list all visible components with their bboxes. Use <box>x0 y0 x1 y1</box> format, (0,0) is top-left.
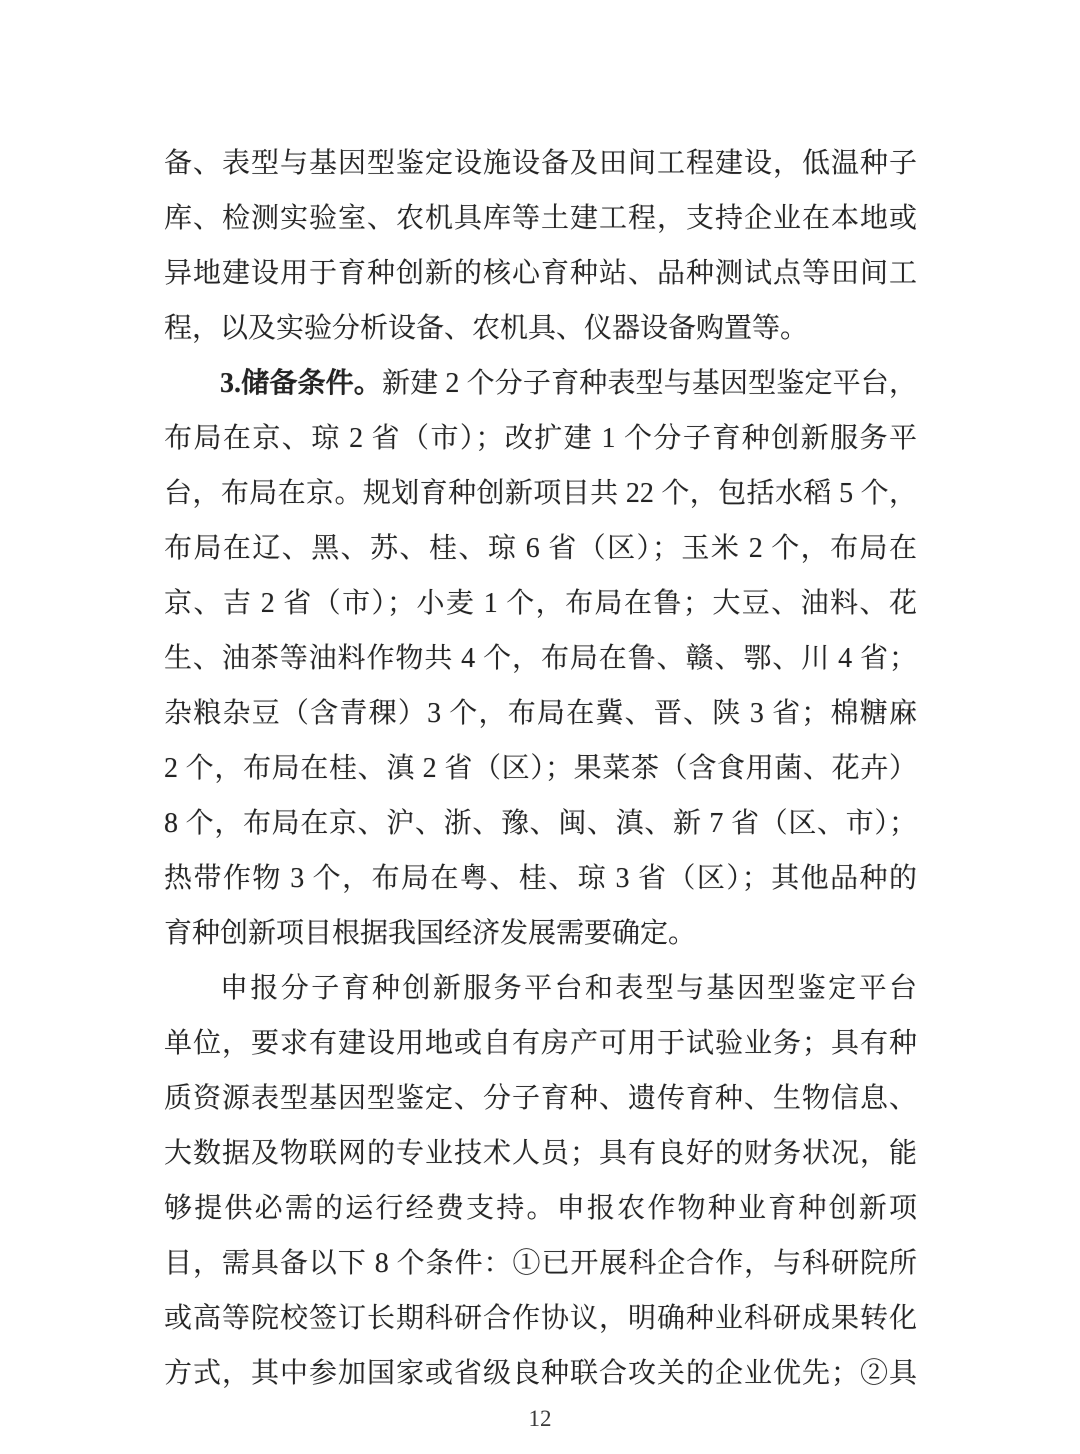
text-run: 程，以及实验分析设备、农机具、仪器设备购置等。 <box>164 313 809 344</box>
text-line <box>164 961 917 1016</box>
page-number: 12 <box>528 1406 552 1431</box>
text-run: 布局在辽、黑、苏、桂、琼 6 省（区）；玉米 2 个，布局在 <box>164 533 917 564</box>
text-line <box>164 1346 917 1401</box>
text-run: 京、吉 2 省（市）；小麦 1 个，布局在鲁；大豆、油料、花 <box>164 588 917 619</box>
text-run: 生、油茶等油料作物共 4 个，布局在鲁、赣、鄂、川 4 省； <box>164 643 917 674</box>
text-run: 2 个，布局在桂、滇 2 省（区）；果菜茶（含食用菌、花卉） <box>164 753 917 784</box>
text-run: 新建 2 个分子育种表型与基因型鉴定平台， <box>381 368 917 399</box>
text-line <box>164 1126 917 1181</box>
text-line <box>164 411 917 466</box>
text-run: 质资源表型基因型鉴定、分子育种、遗传育种、生物信息、 <box>164 1083 917 1114</box>
text-run: 或高等院校签订长期科研合作协议，明确种业科研成果转化 <box>164 1303 917 1334</box>
text-line <box>164 576 917 631</box>
text-run: 杂粮杂豆（含青稞）3 个，布局在冀、晋、陕 3 省；棉糖麻 <box>164 698 917 729</box>
text-line <box>164 1071 917 1126</box>
text-run: 申报分子育种创新服务平台和表型与基因型鉴定平台 <box>220 973 917 1004</box>
text-run: 单位，要求有建设用地或自有房产可用于试验业务；具有种 <box>164 1028 917 1059</box>
text-line <box>164 356 917 411</box>
text-run: 8 个，布局在京、沪、浙、豫、闽、滇、新 7 省（区、市）； <box>164 808 917 839</box>
bold-run: 3.储备条件。 <box>220 368 382 399</box>
text-line <box>164 246 917 301</box>
text-run: 库、检测实验室、农机具库等土建工程，支持企业在本地或 <box>164 203 917 234</box>
text-line <box>164 521 917 576</box>
text-run: 够提供必需的运行经费支持。申报农作物种业育种创新项 <box>164 1193 917 1224</box>
text-run: 育种创新项目根据我国经济发展需要确定。 <box>164 918 697 949</box>
text-line <box>164 851 917 906</box>
text-line <box>164 301 917 356</box>
document-text-block <box>164 136 917 1401</box>
text-run: 目，需具备以下 8 个条件：①已开展科企合作，与科研院所 <box>164 1248 917 1279</box>
text-run: 备、表型与基因型鉴定设施设备及田间工程建设，低温种子 <box>164 148 917 179</box>
text-run: 台，布局在京。规划育种创新项目共 22 个，包括水稻 5 个， <box>164 478 917 509</box>
text-line <box>164 686 917 741</box>
text-line <box>164 1236 917 1291</box>
text-line <box>164 1291 917 1346</box>
text-line <box>164 906 917 961</box>
text-run: 布局在京、琼 2 省（市）；改扩建 1 个分子育种创新服务平 <box>164 423 917 454</box>
text-line <box>164 1016 917 1071</box>
text-line <box>164 631 917 686</box>
text-run: 方式，其中参加国家或省级良种联合攻关的企业优先；②具 <box>164 1358 917 1389</box>
text-line <box>164 191 917 246</box>
text-line <box>164 1181 917 1236</box>
text-run: 大数据及物联网的专业技术人员；具有良好的财务状况，能 <box>164 1138 917 1169</box>
text-run: 热带作物 3 个，布局在粤、桂、琼 3 省（区）；其他品种的 <box>164 863 917 894</box>
text-line <box>164 796 917 851</box>
text-line <box>164 136 917 191</box>
text-line <box>164 466 917 521</box>
text-line <box>164 741 917 796</box>
text-run: 异地建设用于育种创新的核心育种站、品种测试点等田间工 <box>164 258 917 289</box>
